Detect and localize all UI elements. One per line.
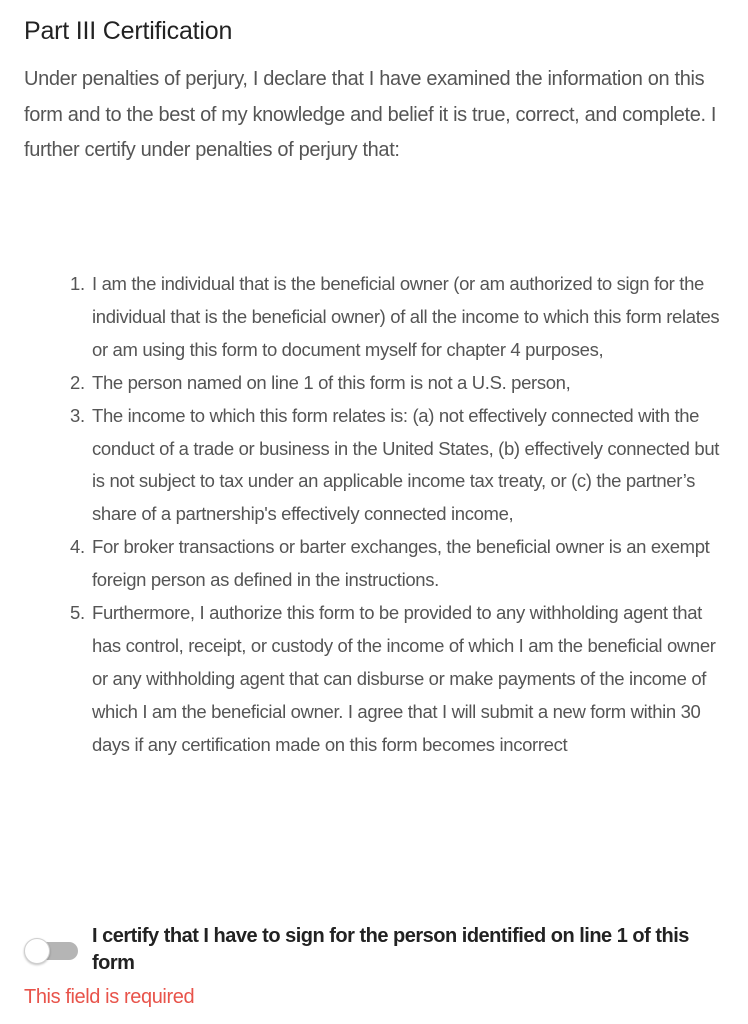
section-title: Part III Certification xyxy=(24,17,233,45)
certification-text: I am the individual that is the beneficial owner (or am authorized to sign for the individual that is the beneficial owner) of all the income to which this form relates or am using this form to document myself for chapter 4 purposes, xyxy=(92,273,720,360)
certification-number: 4. xyxy=(70,536,85,558)
certification-text: The person named on line 1 of this form is not a U.S. person, xyxy=(92,371,571,393)
toggle-knob[interactable] xyxy=(24,938,50,964)
certification-item xyxy=(70,268,735,367)
certification-item xyxy=(70,531,735,597)
certification-number: 5. xyxy=(70,602,85,624)
certification-item xyxy=(70,367,735,400)
certification-number: 1. xyxy=(70,273,85,294)
sign-for-person-toggle[interactable] xyxy=(24,938,78,964)
certification-list xyxy=(70,268,735,762)
certification-intro: Under penalties of perjury, I declare that I have examined the information on this form and to the best of my knowledge and belief it is true, correct, and complete. I further certify under penalties of perjury that: xyxy=(24,68,717,161)
certification-number: 2. xyxy=(70,371,85,393)
certification-item xyxy=(70,400,735,532)
sign-for-person-label[interactable]: I certify that I have to sign for the person identified on line 1 of this form xyxy=(92,925,689,974)
certification-text: The income to which this form relates is: (a) not effectively connected with the conduct of a trade or business in the United States, (b) effectively connected but is not subject to tax under an applicable income tax treaty, or (c) the partner’s share of a partnership's effectively connected income, xyxy=(92,404,720,525)
required-field-error: This field is required xyxy=(24,986,195,1008)
certification-item xyxy=(70,597,735,762)
certification-text: Furthermore, I authorize this form to be provided to any withholding agent that has control, receipt, or custody of the income of which I am the beneficial owner or any withholding agent that can disburse or make payments of the income of which I am the beneficial owner. I agree that I will submit a new form within 30 days if any certification made on this form becomes incorrect xyxy=(92,602,716,755)
certification-text: For broker transactions or barter exchanges, the beneficial owner is an exempt foreign person as defined in the instructions. xyxy=(92,536,710,591)
certification-number: 3. xyxy=(70,404,85,426)
